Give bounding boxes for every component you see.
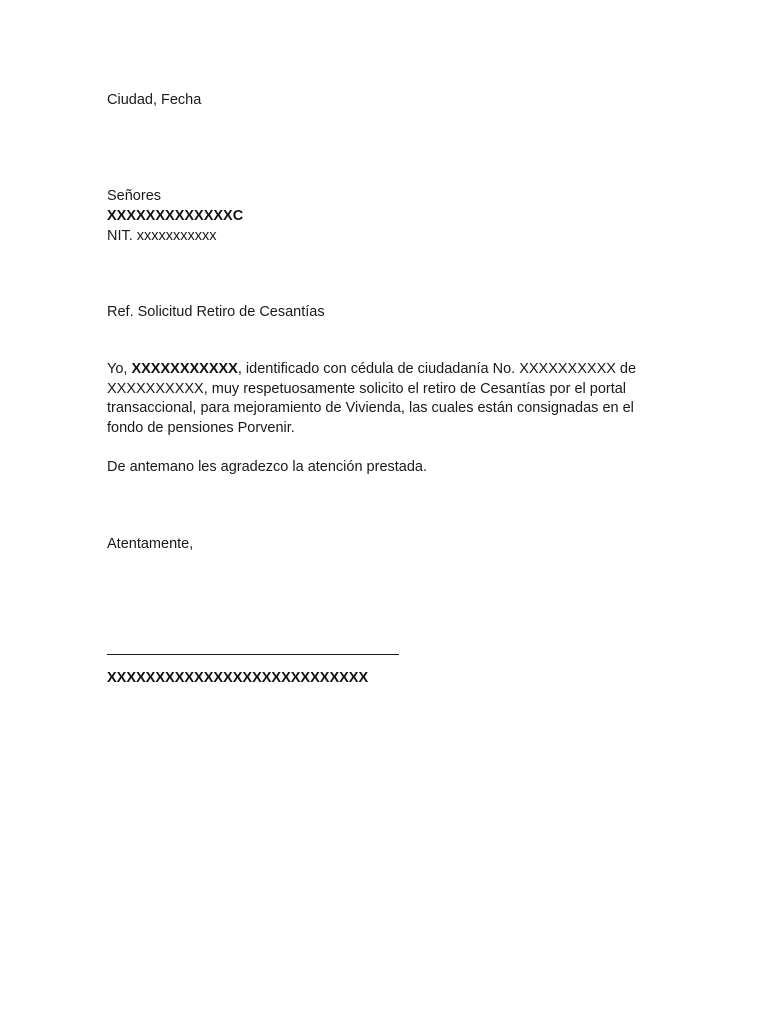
recipient-salutation: Señores [107, 188, 162, 204]
body-paragraph [107, 360, 667, 438]
reference-line: Ref. Solicitud Retiro de Cesantías [107, 304, 325, 320]
signature-name: XXXXXXXXXXXXXXXXXXXXXXXXXXX [107, 670, 369, 686]
body-line-1 [107, 360, 667, 380]
body-line-4: fondo de pensiones Porvenir. [107, 419, 295, 436]
recipient-company: XXXXXXXXXXXXXC [107, 208, 244, 224]
city-date: Ciudad, Fecha [107, 92, 202, 108]
body-name: XXXXXXXXXXX [131, 361, 238, 377]
body-prefix: Yo, [107, 361, 132, 377]
signature-line [107, 654, 399, 655]
recipient-nit: NIT. xxxxxxxxxxx [107, 228, 217, 244]
body-line-3: transaccional, para mejoramiento de Vivienda, las cuales están consignadas en el [107, 400, 634, 416]
body-line-1-rest: , identificado con cédula de ciudadanía No. XXXXXXXXXX de [237, 361, 637, 377]
thanks-line: De antemano les agradezco la atención prestada. [107, 459, 428, 475]
body-line-2: XXXXXXXXXX, muy respetuosamente solicito el retiro de Cesantías por el portal [107, 380, 627, 397]
closing-line: Atentamente, [107, 536, 194, 552]
